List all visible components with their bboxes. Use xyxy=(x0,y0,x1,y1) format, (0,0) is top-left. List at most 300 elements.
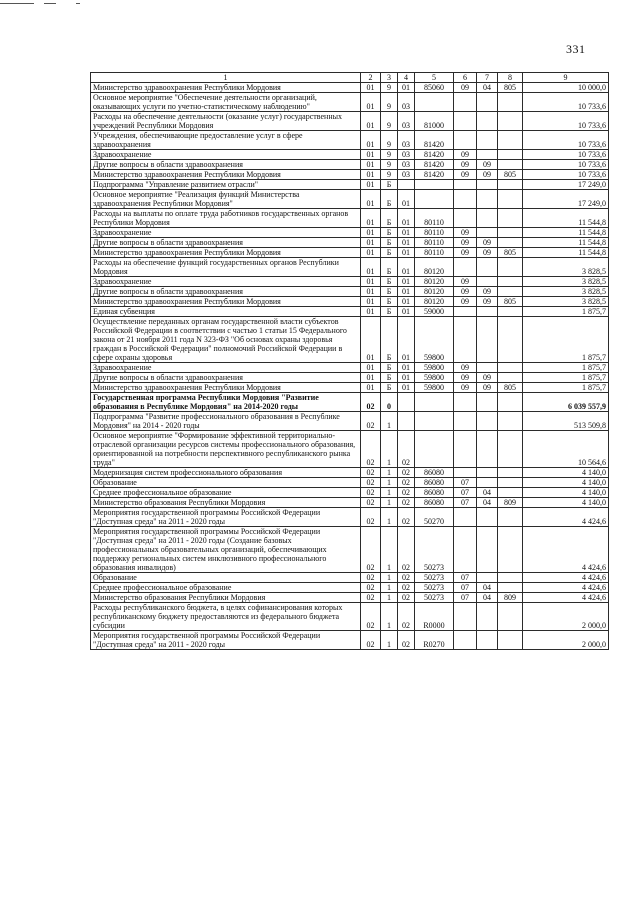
row-name: Среднее профессиональное образование xyxy=(91,488,361,498)
row-name: Министерство здравоохранения Республики Мордовия xyxy=(91,83,361,93)
table-row xyxy=(91,412,609,431)
code-subprogram: Б xyxy=(381,307,398,317)
row-name: Образование xyxy=(91,478,361,488)
row-amount: 10 564,6 xyxy=(523,431,609,468)
code-direction: 81420 xyxy=(415,160,454,170)
code-subsection xyxy=(477,393,498,412)
code-subprogram: 9 xyxy=(381,93,398,112)
table-row xyxy=(91,180,609,190)
code-subprogram: Б xyxy=(381,180,398,190)
code-section: 09 xyxy=(454,248,477,258)
table-row xyxy=(91,317,609,363)
code-ministry xyxy=(498,363,523,373)
code-direction: 59800 xyxy=(415,373,454,383)
code-program: 01 xyxy=(361,209,381,228)
code-section xyxy=(454,631,477,650)
row-amount: 10 733,6 xyxy=(523,150,609,160)
row-amount: 4 140,0 xyxy=(523,488,609,498)
code-subprogram: Б xyxy=(381,297,398,307)
code-event: 01 xyxy=(398,277,415,287)
code-event: 02 xyxy=(398,603,415,631)
row-name: Министерство образования Республики Мордовия xyxy=(91,498,361,508)
code-direction: R0270 xyxy=(415,631,454,650)
code-subsection: 09 xyxy=(477,170,498,180)
table-row xyxy=(91,150,609,160)
table-row xyxy=(91,258,609,277)
table-body xyxy=(91,83,609,650)
code-subprogram: 1 xyxy=(381,583,398,593)
row-amount: 1 875,7 xyxy=(523,307,609,317)
row-amount: 4 424,6 xyxy=(523,527,609,573)
code-program: 01 xyxy=(361,373,381,383)
code-subsection: 04 xyxy=(477,593,498,603)
table-row xyxy=(91,603,609,631)
code-ministry xyxy=(498,307,523,317)
row-amount: 4 140,0 xyxy=(523,498,609,508)
code-section xyxy=(454,209,477,228)
code-section xyxy=(454,317,477,363)
row-name: Государственная программа Республики Мордовия "Развитие образования в Республике Мордовия" на 2014-2020 годы xyxy=(91,393,361,412)
code-section: 07 xyxy=(454,593,477,603)
code-event: 01 xyxy=(398,258,415,277)
code-direction xyxy=(415,431,454,468)
code-ministry xyxy=(498,228,523,238)
table-row xyxy=(91,160,609,170)
code-event: 02 xyxy=(398,583,415,593)
row-name: Другие вопросы в области здравоохранения xyxy=(91,287,361,297)
code-subprogram: 9 xyxy=(381,83,398,93)
row-amount: 11 544,8 xyxy=(523,209,609,228)
code-subprogram: Б xyxy=(381,228,398,238)
table-row xyxy=(91,83,609,93)
code-subprogram: Б xyxy=(381,238,398,248)
row-amount: 10 733,6 xyxy=(523,170,609,180)
row-name: Министерство здравоохранения Республики Мордовия xyxy=(91,383,361,393)
code-event: 02 xyxy=(398,431,415,468)
code-event: 01 xyxy=(398,190,415,209)
code-program: 02 xyxy=(361,573,381,583)
code-ministry: 805 xyxy=(498,248,523,258)
code-subsection: 04 xyxy=(477,498,498,508)
row-amount: 3 828,5 xyxy=(523,297,609,307)
code-event xyxy=(398,393,415,412)
code-section xyxy=(454,93,477,112)
code-ministry xyxy=(498,258,523,277)
code-section: 09 xyxy=(454,297,477,307)
table-row xyxy=(91,363,609,373)
code-program: 02 xyxy=(361,508,381,527)
col-header: 2 xyxy=(361,73,381,83)
code-section xyxy=(454,603,477,631)
code-ministry xyxy=(498,508,523,527)
code-program: 01 xyxy=(361,170,381,180)
code-direction: 80120 xyxy=(415,258,454,277)
row-name: Здравоохранение xyxy=(91,277,361,287)
header-row xyxy=(91,73,609,83)
code-subprogram: 9 xyxy=(381,170,398,180)
code-event: 01 xyxy=(398,307,415,317)
table-row xyxy=(91,508,609,527)
code-direction: 80120 xyxy=(415,297,454,307)
code-ministry xyxy=(498,190,523,209)
table-row xyxy=(91,297,609,307)
row-name: Осуществление переданных органам государственной власти субъектов Российской Федерации в соответствии с частью 1 статьи 15 Федерального закона от 21 ноября 2011 года N 323-ФЗ "Об основах охраны здоровья граждан в Российской Федерации" полномочий Российской Федерации в сфере охраны здоровья xyxy=(91,317,361,363)
code-event xyxy=(398,180,415,190)
row-amount: 3 828,5 xyxy=(523,258,609,277)
code-event: 01 xyxy=(398,383,415,393)
code-subprogram: 0 xyxy=(381,393,398,412)
code-subprogram: 1 xyxy=(381,603,398,631)
code-program: 01 xyxy=(361,228,381,238)
row-amount: 4 140,0 xyxy=(523,478,609,488)
code-program: 02 xyxy=(361,527,381,573)
code-section: 09 xyxy=(454,83,477,93)
code-subprogram: 1 xyxy=(381,498,398,508)
table-row xyxy=(91,287,609,297)
code-event: 01 xyxy=(398,287,415,297)
code-ministry xyxy=(498,412,523,431)
table-row xyxy=(91,170,609,180)
row-name: Здравоохранение xyxy=(91,150,361,160)
table-row xyxy=(91,190,609,209)
code-direction: 86080 xyxy=(415,468,454,478)
code-subprogram: 1 xyxy=(381,508,398,527)
code-event: 02 xyxy=(398,468,415,478)
row-name: Единая субвенция xyxy=(91,307,361,317)
row-name: Министерство здравоохранения Республики Мордовия xyxy=(91,170,361,180)
code-direction: 85060 xyxy=(415,83,454,93)
code-subsection xyxy=(477,112,498,131)
code-section: 07 xyxy=(454,498,477,508)
code-subprogram: Б xyxy=(381,373,398,383)
code-section xyxy=(454,412,477,431)
code-subprogram: Б xyxy=(381,277,398,287)
code-ministry xyxy=(498,150,523,160)
row-name: Расходы на обеспечение функций государственных органов Республики Мордовия xyxy=(91,258,361,277)
code-ministry: 805 xyxy=(498,297,523,307)
code-direction: 59800 xyxy=(415,317,454,363)
page-number: 331 xyxy=(566,42,586,56)
code-direction: 59000 xyxy=(415,307,454,317)
code-subprogram: 1 xyxy=(381,478,398,488)
row-name: Мероприятия государственной программы Российской Федерации "Доступная среда" на 2011 - 2020 годы (Создание базовых профессиональных образовательных организаций, обеспечивающих поддержку региональных систем инклюзивного профессионального образования инвалидов) xyxy=(91,527,361,573)
code-subprogram: 1 xyxy=(381,593,398,603)
code-section xyxy=(454,190,477,209)
code-event: 03 xyxy=(398,160,415,170)
table-row xyxy=(91,238,609,248)
code-subprogram: Б xyxy=(381,248,398,258)
code-subsection xyxy=(477,150,498,160)
table-row xyxy=(91,593,609,603)
code-program: 02 xyxy=(361,393,381,412)
code-program: 01 xyxy=(361,180,381,190)
table-row xyxy=(91,112,609,131)
row-name: Модернизация систем профессионального образования xyxy=(91,468,361,478)
code-subsection: 04 xyxy=(477,583,498,593)
row-name: Здравоохранение xyxy=(91,228,361,238)
code-direction: 86080 xyxy=(415,478,454,488)
code-ministry xyxy=(498,160,523,170)
code-subsection xyxy=(477,431,498,468)
code-ministry xyxy=(498,603,523,631)
row-amount: 4 424,6 xyxy=(523,583,609,593)
code-program: 01 xyxy=(361,112,381,131)
code-event: 01 xyxy=(398,297,415,307)
table-row xyxy=(91,498,609,508)
code-subsection xyxy=(477,363,498,373)
code-event: 03 xyxy=(398,112,415,131)
row-name: Здравоохранение xyxy=(91,363,361,373)
code-subsection xyxy=(477,180,498,190)
code-direction: R0000 xyxy=(415,603,454,631)
table-row xyxy=(91,527,609,573)
code-event: 03 xyxy=(398,93,415,112)
code-program: 01 xyxy=(361,248,381,258)
code-section: 07 xyxy=(454,583,477,593)
row-amount: 1 875,7 xyxy=(523,363,609,373)
row-amount: 3 828,5 xyxy=(523,277,609,287)
code-program: 01 xyxy=(361,83,381,93)
code-subprogram: 1 xyxy=(381,573,398,583)
row-name: Основное мероприятие "Обеспечение деятельности организаций, оказывающих услуги по учетно-статистическому наблюдению" xyxy=(91,93,361,112)
row-amount: 17 249,0 xyxy=(523,180,609,190)
code-program: 01 xyxy=(361,287,381,297)
code-direction xyxy=(415,393,454,412)
code-program: 02 xyxy=(361,468,381,478)
code-section: 09 xyxy=(454,238,477,248)
code-event: 02 xyxy=(398,527,415,573)
code-ministry xyxy=(498,93,523,112)
table-row xyxy=(91,573,609,583)
code-direction: 50273 xyxy=(415,593,454,603)
code-subsection xyxy=(477,603,498,631)
table-row xyxy=(91,373,609,383)
code-direction: 80120 xyxy=(415,287,454,297)
row-name: Расходы на выплаты по оплате труда работников государственных органов Республики Мордовия xyxy=(91,209,361,228)
code-program: 01 xyxy=(361,190,381,209)
code-event: 01 xyxy=(398,209,415,228)
row-name: Образование xyxy=(91,573,361,583)
code-section: 09 xyxy=(454,383,477,393)
code-ministry xyxy=(498,478,523,488)
table-row xyxy=(91,277,609,287)
code-direction: 50273 xyxy=(415,583,454,593)
row-amount: 6 039 557,9 xyxy=(523,393,609,412)
code-program: 01 xyxy=(361,93,381,112)
code-subprogram: 1 xyxy=(381,468,398,478)
code-ministry xyxy=(498,373,523,383)
code-section: 09 xyxy=(454,228,477,238)
code-ministry xyxy=(498,112,523,131)
code-direction: 81420 xyxy=(415,170,454,180)
code-subsection xyxy=(477,131,498,150)
code-subprogram: Б xyxy=(381,209,398,228)
code-ministry xyxy=(498,209,523,228)
code-ministry xyxy=(498,631,523,650)
code-subsection: 09 xyxy=(477,287,498,297)
code-event: 01 xyxy=(398,373,415,383)
code-section xyxy=(454,258,477,277)
code-program: 01 xyxy=(361,383,381,393)
row-amount: 10 733,6 xyxy=(523,160,609,170)
row-name: Подпрограмма "Развитие профессионального образования в Республике Мордовия" на 2014 - 2020 годы xyxy=(91,412,361,431)
code-subprogram: 1 xyxy=(381,488,398,498)
row-name: Министерство образования Республики Мордовия xyxy=(91,593,361,603)
col-header: 7 xyxy=(477,73,498,83)
code-ministry xyxy=(498,468,523,478)
code-program: 01 xyxy=(361,150,381,160)
code-program: 02 xyxy=(361,488,381,498)
code-section xyxy=(454,431,477,468)
row-name: Другие вопросы в области здравоохранения xyxy=(91,238,361,248)
table-row xyxy=(91,431,609,468)
code-section xyxy=(454,180,477,190)
row-name: Расходы республиканского бюджета, в целях софинансирования которых республиканскому бюджету предоставляются из федерального бюджета субсидии xyxy=(91,603,361,631)
code-subprogram: Б xyxy=(381,317,398,363)
row-amount: 10 733,6 xyxy=(523,131,609,150)
code-subsection xyxy=(477,468,498,478)
code-subprogram: 9 xyxy=(381,160,398,170)
table-row xyxy=(91,93,609,112)
row-name: Министерство здравоохранения Республики Мордовия xyxy=(91,297,361,307)
code-subsection xyxy=(477,478,498,488)
code-section: 09 xyxy=(454,373,477,383)
row-amount: 4 424,6 xyxy=(523,508,609,527)
row-amount: 17 249,0 xyxy=(523,190,609,209)
code-subprogram: 9 xyxy=(381,131,398,150)
code-event: 01 xyxy=(398,317,415,363)
code-program: 02 xyxy=(361,412,381,431)
code-ministry xyxy=(498,180,523,190)
code-program: 01 xyxy=(361,297,381,307)
row-amount: 3 828,5 xyxy=(523,287,609,297)
code-subsection xyxy=(477,258,498,277)
code-program: 02 xyxy=(361,478,381,488)
code-subprogram: 9 xyxy=(381,150,398,160)
code-section: 09 xyxy=(454,170,477,180)
code-subprogram: 1 xyxy=(381,431,398,468)
code-event: 02 xyxy=(398,573,415,583)
table-row xyxy=(91,488,609,498)
row-amount: 10 733,6 xyxy=(523,112,609,131)
code-event: 02 xyxy=(398,631,415,650)
code-subsection xyxy=(477,190,498,209)
code-ministry: 809 xyxy=(498,593,523,603)
code-direction: 81420 xyxy=(415,131,454,150)
table-row xyxy=(91,383,609,393)
code-program: 02 xyxy=(361,583,381,593)
code-event: 03 xyxy=(398,170,415,180)
code-direction: 80110 xyxy=(415,209,454,228)
code-direction xyxy=(415,412,454,431)
code-subsection xyxy=(477,508,498,527)
code-section: 09 xyxy=(454,150,477,160)
code-program: 02 xyxy=(361,603,381,631)
code-ministry: 805 xyxy=(498,83,523,93)
code-ministry xyxy=(498,488,523,498)
table-row xyxy=(91,307,609,317)
code-direction: 80110 xyxy=(415,238,454,248)
code-subprogram: 1 xyxy=(381,527,398,573)
col-header: 3 xyxy=(381,73,398,83)
row-name: Среднее профессиональное образование xyxy=(91,583,361,593)
row-amount: 4 140,0 xyxy=(523,468,609,478)
col-header: 5 xyxy=(415,73,454,83)
table-row xyxy=(91,209,609,228)
code-subsection xyxy=(477,209,498,228)
table-row xyxy=(91,248,609,258)
code-subprogram: Б xyxy=(381,190,398,209)
code-subprogram: 1 xyxy=(381,631,398,650)
code-section: 07 xyxy=(454,573,477,583)
code-ministry xyxy=(498,287,523,297)
row-amount: 4 424,6 xyxy=(523,573,609,583)
row-name: Мероприятия государственной программы Российской Федерации "Доступная среда" на 2011 - 2020 годы xyxy=(91,631,361,650)
row-amount: 2 000,0 xyxy=(523,603,609,631)
code-subsection: 09 xyxy=(477,383,498,393)
code-subprogram: Б xyxy=(381,363,398,373)
code-subprogram: Б xyxy=(381,383,398,393)
code-direction: 81000 xyxy=(415,112,454,131)
row-name: Учреждения, обеспечивающие предоставление услуг в сфере здравоохранения xyxy=(91,131,361,150)
row-name: Другие вопросы в области здравоохранения xyxy=(91,373,361,383)
code-section xyxy=(454,527,477,573)
row-name: Расходы на обеспечение деятельности (оказание услуг) государственных учреждений Республики Мордовия xyxy=(91,112,361,131)
code-direction: 80110 xyxy=(415,228,454,238)
row-name: Подпрограмма "Управление развитием отрасли" xyxy=(91,180,361,190)
table-row xyxy=(91,478,609,488)
code-section: 09 xyxy=(454,363,477,373)
code-subsection: 09 xyxy=(477,297,498,307)
table-row xyxy=(91,631,609,650)
code-ministry xyxy=(498,393,523,412)
code-ministry xyxy=(498,238,523,248)
code-subsection: 09 xyxy=(477,160,498,170)
code-program: 02 xyxy=(361,431,381,468)
code-section xyxy=(454,131,477,150)
scan-mark xyxy=(44,3,56,4)
row-amount: 10 733,6 xyxy=(523,93,609,112)
table-row xyxy=(91,583,609,593)
row-amount: 513 509,8 xyxy=(523,412,609,431)
code-subprogram: Б xyxy=(381,258,398,277)
scan-mark xyxy=(76,3,80,4)
code-program: 01 xyxy=(361,238,381,248)
code-section xyxy=(454,112,477,131)
code-event: 02 xyxy=(398,478,415,488)
row-amount: 1 875,7 xyxy=(523,383,609,393)
code-direction: 80120 xyxy=(415,277,454,287)
scan-mark xyxy=(0,3,34,4)
table-row xyxy=(91,468,609,478)
row-amount: 11 544,8 xyxy=(523,238,609,248)
row-amount: 1 875,7 xyxy=(523,317,609,363)
code-subsection xyxy=(477,631,498,650)
code-direction xyxy=(415,93,454,112)
code-section: 09 xyxy=(454,160,477,170)
row-amount: 11 544,8 xyxy=(523,228,609,238)
code-subsection: 09 xyxy=(477,238,498,248)
code-direction: 86080 xyxy=(415,498,454,508)
code-event: 02 xyxy=(398,593,415,603)
code-event xyxy=(398,412,415,431)
budget-table xyxy=(90,72,609,650)
code-direction: 59800 xyxy=(415,363,454,373)
row-name: Мероприятия государственной программы Российской Федерации "Доступная среда" на 2011 - 2020 годы xyxy=(91,508,361,527)
code-program: 02 xyxy=(361,498,381,508)
row-name: Другие вопросы в области здравоохранения xyxy=(91,160,361,170)
code-event: 01 xyxy=(398,238,415,248)
